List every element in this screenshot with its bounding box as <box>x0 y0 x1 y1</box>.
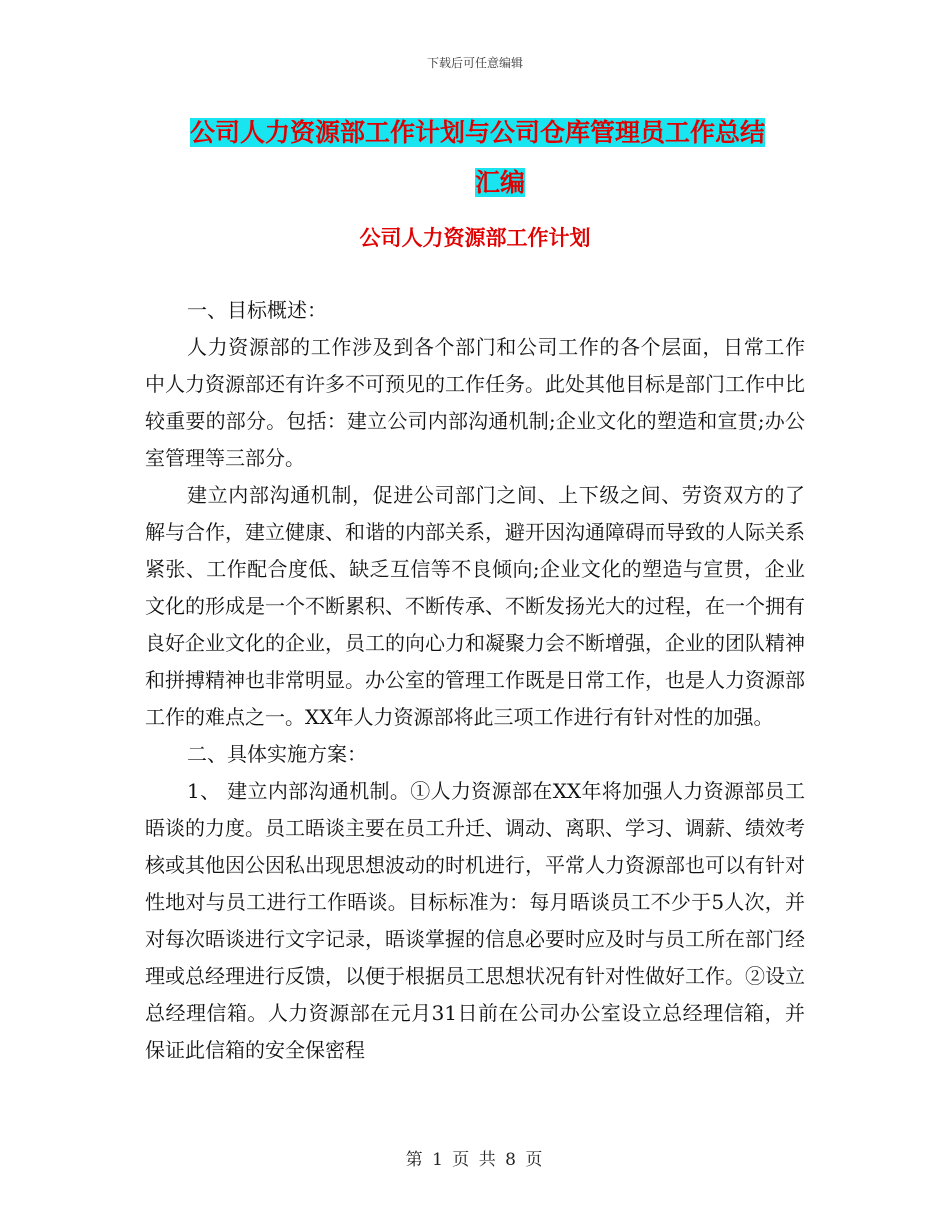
paragraph-heading-2: 二、具体实施方案： <box>187 742 367 766</box>
paragraph-heading-1: 一、目标概述： <box>187 298 327 322</box>
document-title <box>190 108 810 208</box>
page-footer: 第 1 页 共 8 页 <box>405 1150 545 1170</box>
paragraph: 人力资源部的工作涉及到各个部门和公司工作的各个层面，日常工作中人力资源部还有许多不可预见的工作任务。此处其他目标是部门工作中比较重要的部分。包括：建立公司内部沟通机制;企业文化的塑造和宣贯;办公室管理等三部分。 <box>145 335 805 470</box>
paragraph: 1、 建立内部沟通机制。①人力资源部在XX年将加强人力资源部员工晤谈的力度。员工晤谈主要在员工升迁、调动、离职、学习、调薪、绩效考核或其他因公因私出现思想波动的时机进行，平常人力资源部也可以有针对性地对与员工进行工作晤谈。目标标准为：每月晤谈员工不少于5人次，并对每次晤谈进行文字记录，晤谈掌握的信息必要时应及时与员工所在部门经理或总经理进行反馈，以便于根据员工思想状况有针对性做好工作。②设立总经理信箱。人力资源部在元月31日前在公司办公室设立总经理信箱，并保证此信箱的安全保密程 <box>145 779 805 1062</box>
page-header-note: 下载后可任意编辑 <box>426 56 523 70</box>
document-body <box>145 292 805 1069</box>
document-title-line-1: 公司人力资源部工作计划与公司仓库管理员工作总结 <box>190 118 766 147</box>
document-title-line-2: 汇编 <box>474 168 525 197</box>
section-title: 公司人力资源部工作计划 <box>359 226 591 250</box>
paragraph: 建立内部沟通机制，促进公司部门之间、上下级之间、劳资双方的了解与合作，建立健康、和谐的内部关系，避开因沟通障碍而导致的人际关系紧张、工作配合度低、缺乏互信等不良倾向;企业文化的塑造与宣贯，企业文化的形成是一个不断累积、不断传承、不断发扬光大的过程，在一个拥有良好企业文化的企业，员工的向心力和凝聚力会不断增强，企业的团队精神和拼搏精神也非常明显。办公室的管理工作既是日常工作，也是人力资源部工作的难点之一。XX年人力资源部将此三项工作进行有针对性的加强。 <box>145 483 805 729</box>
